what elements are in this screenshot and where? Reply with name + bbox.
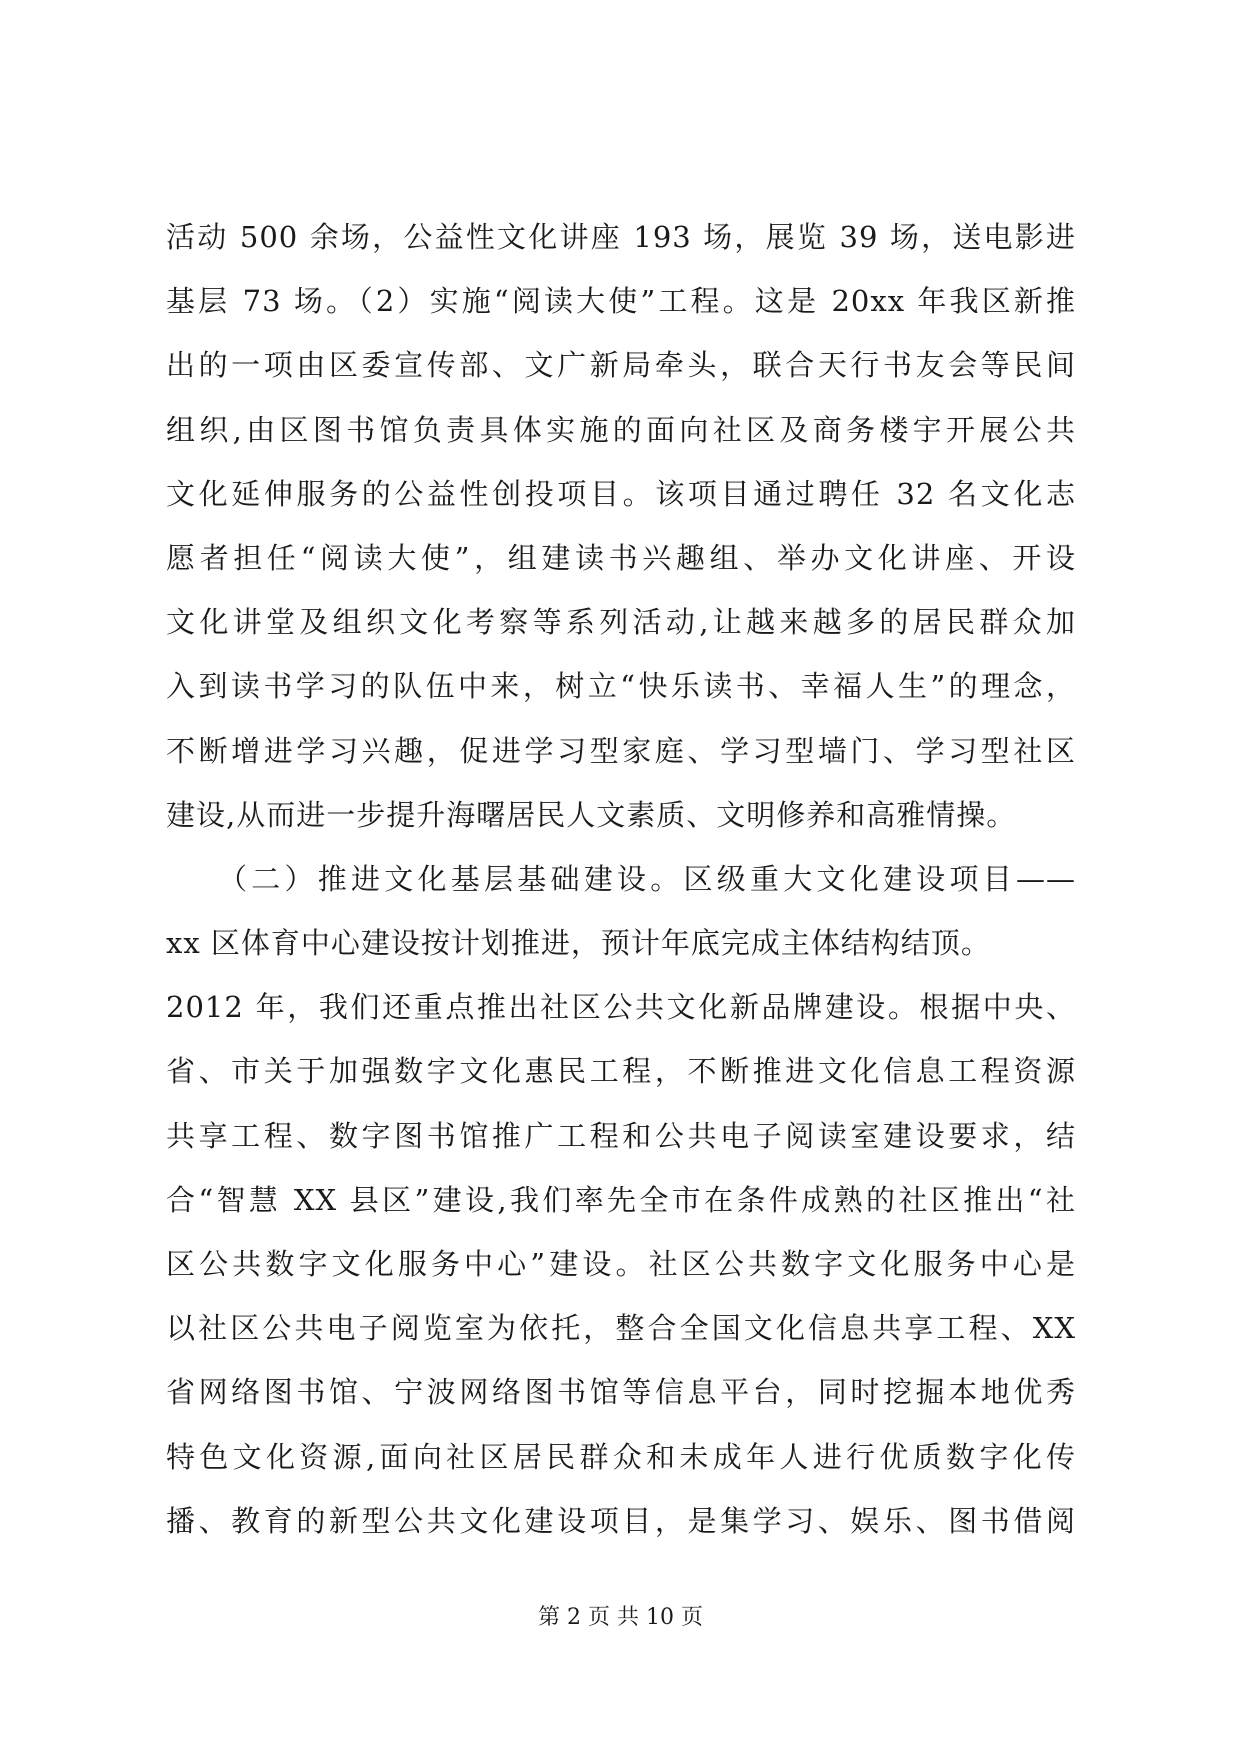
text-line: 共享工程、数字图书馆推广工程和公共电子阅读室建设要求，结 [166,1118,1076,1153]
text-line: 合“智慧 XX 县区”建设,我们率先全市在条件成熟的社区推出“社 [166,1182,1076,1217]
text-line: 特色文化资源,面向社区居民群众和未成年人进行优质数字化传 [166,1439,1076,1474]
text-line: 播、教育的新型公共文化建设项目，是集学习、娱乐、图书借阅 [166,1503,1076,1538]
text-line: 愿者担任“阅读大使”，组建读书兴趣组、举办文化讲座、开设 [166,540,1076,575]
text-line: 2012 年，我们还重点推出社区公共文化新品牌建设。根据中央、 [166,990,1076,1025]
text-line: xx 区体育中心建设按计划推进，预计年底完成主体结构结顶。 [166,926,991,961]
text-line: 省、市关于加强数字文化惠民工程，不断推进文化信息工程资源 [166,1054,1076,1089]
text-line: 以社区公共电子阅览室为依托，整合全国文化信息共享工程、XX [166,1311,1076,1346]
text-line: 活动 500 余场，公益性文化讲座 193 场，展览 39 场，送电影进 [166,220,1076,254]
text-line: 组织,由区图书馆负责具体实施的面向社区及商务楼宇开展公共 [166,412,1076,447]
text-line: 入到读书学习的队伍中来，树立“快乐读书、幸福人生”的理念， [166,669,1076,704]
text-line: 文化延伸服务的公益性创投项目。该项目通过聘任 32 名文化志 [166,476,1076,511]
document-body [166,205,1076,1553]
text-line: 区公共数字文化服务中心”建设。社区公共数字文化服务中心是 [166,1247,1076,1281]
text-line: 基层 73 场。（2）实施“阅读大使”工程。这是 20xx 年我区新推 [166,284,1076,319]
text-line: 文化讲堂及组织文化考察等系列活动,让越来越多的居民群众加 [166,605,1076,640]
text-line: 不断增进学习兴趣，促进学习型家庭、学习型墙门、学习型社区 [166,733,1076,768]
text-line: 省网络图书馆、宁波网络图书馆等信息平台，同时挖掘本地优秀 [166,1375,1076,1410]
page-number-footer: 第 2 页 共 10 页 [538,1605,703,1630]
text-line: 出的一项由区委宣传部、文广新局牵头，联合天行书友会等民间 [166,348,1076,383]
text-line: 建设,从而进一步提升海曙居民人文素质、文明修养和高雅情操。 [166,797,1017,832]
section-heading-line: （二）推进文化基层基础建设。区级重大文化建设项目—— [166,861,1076,896]
